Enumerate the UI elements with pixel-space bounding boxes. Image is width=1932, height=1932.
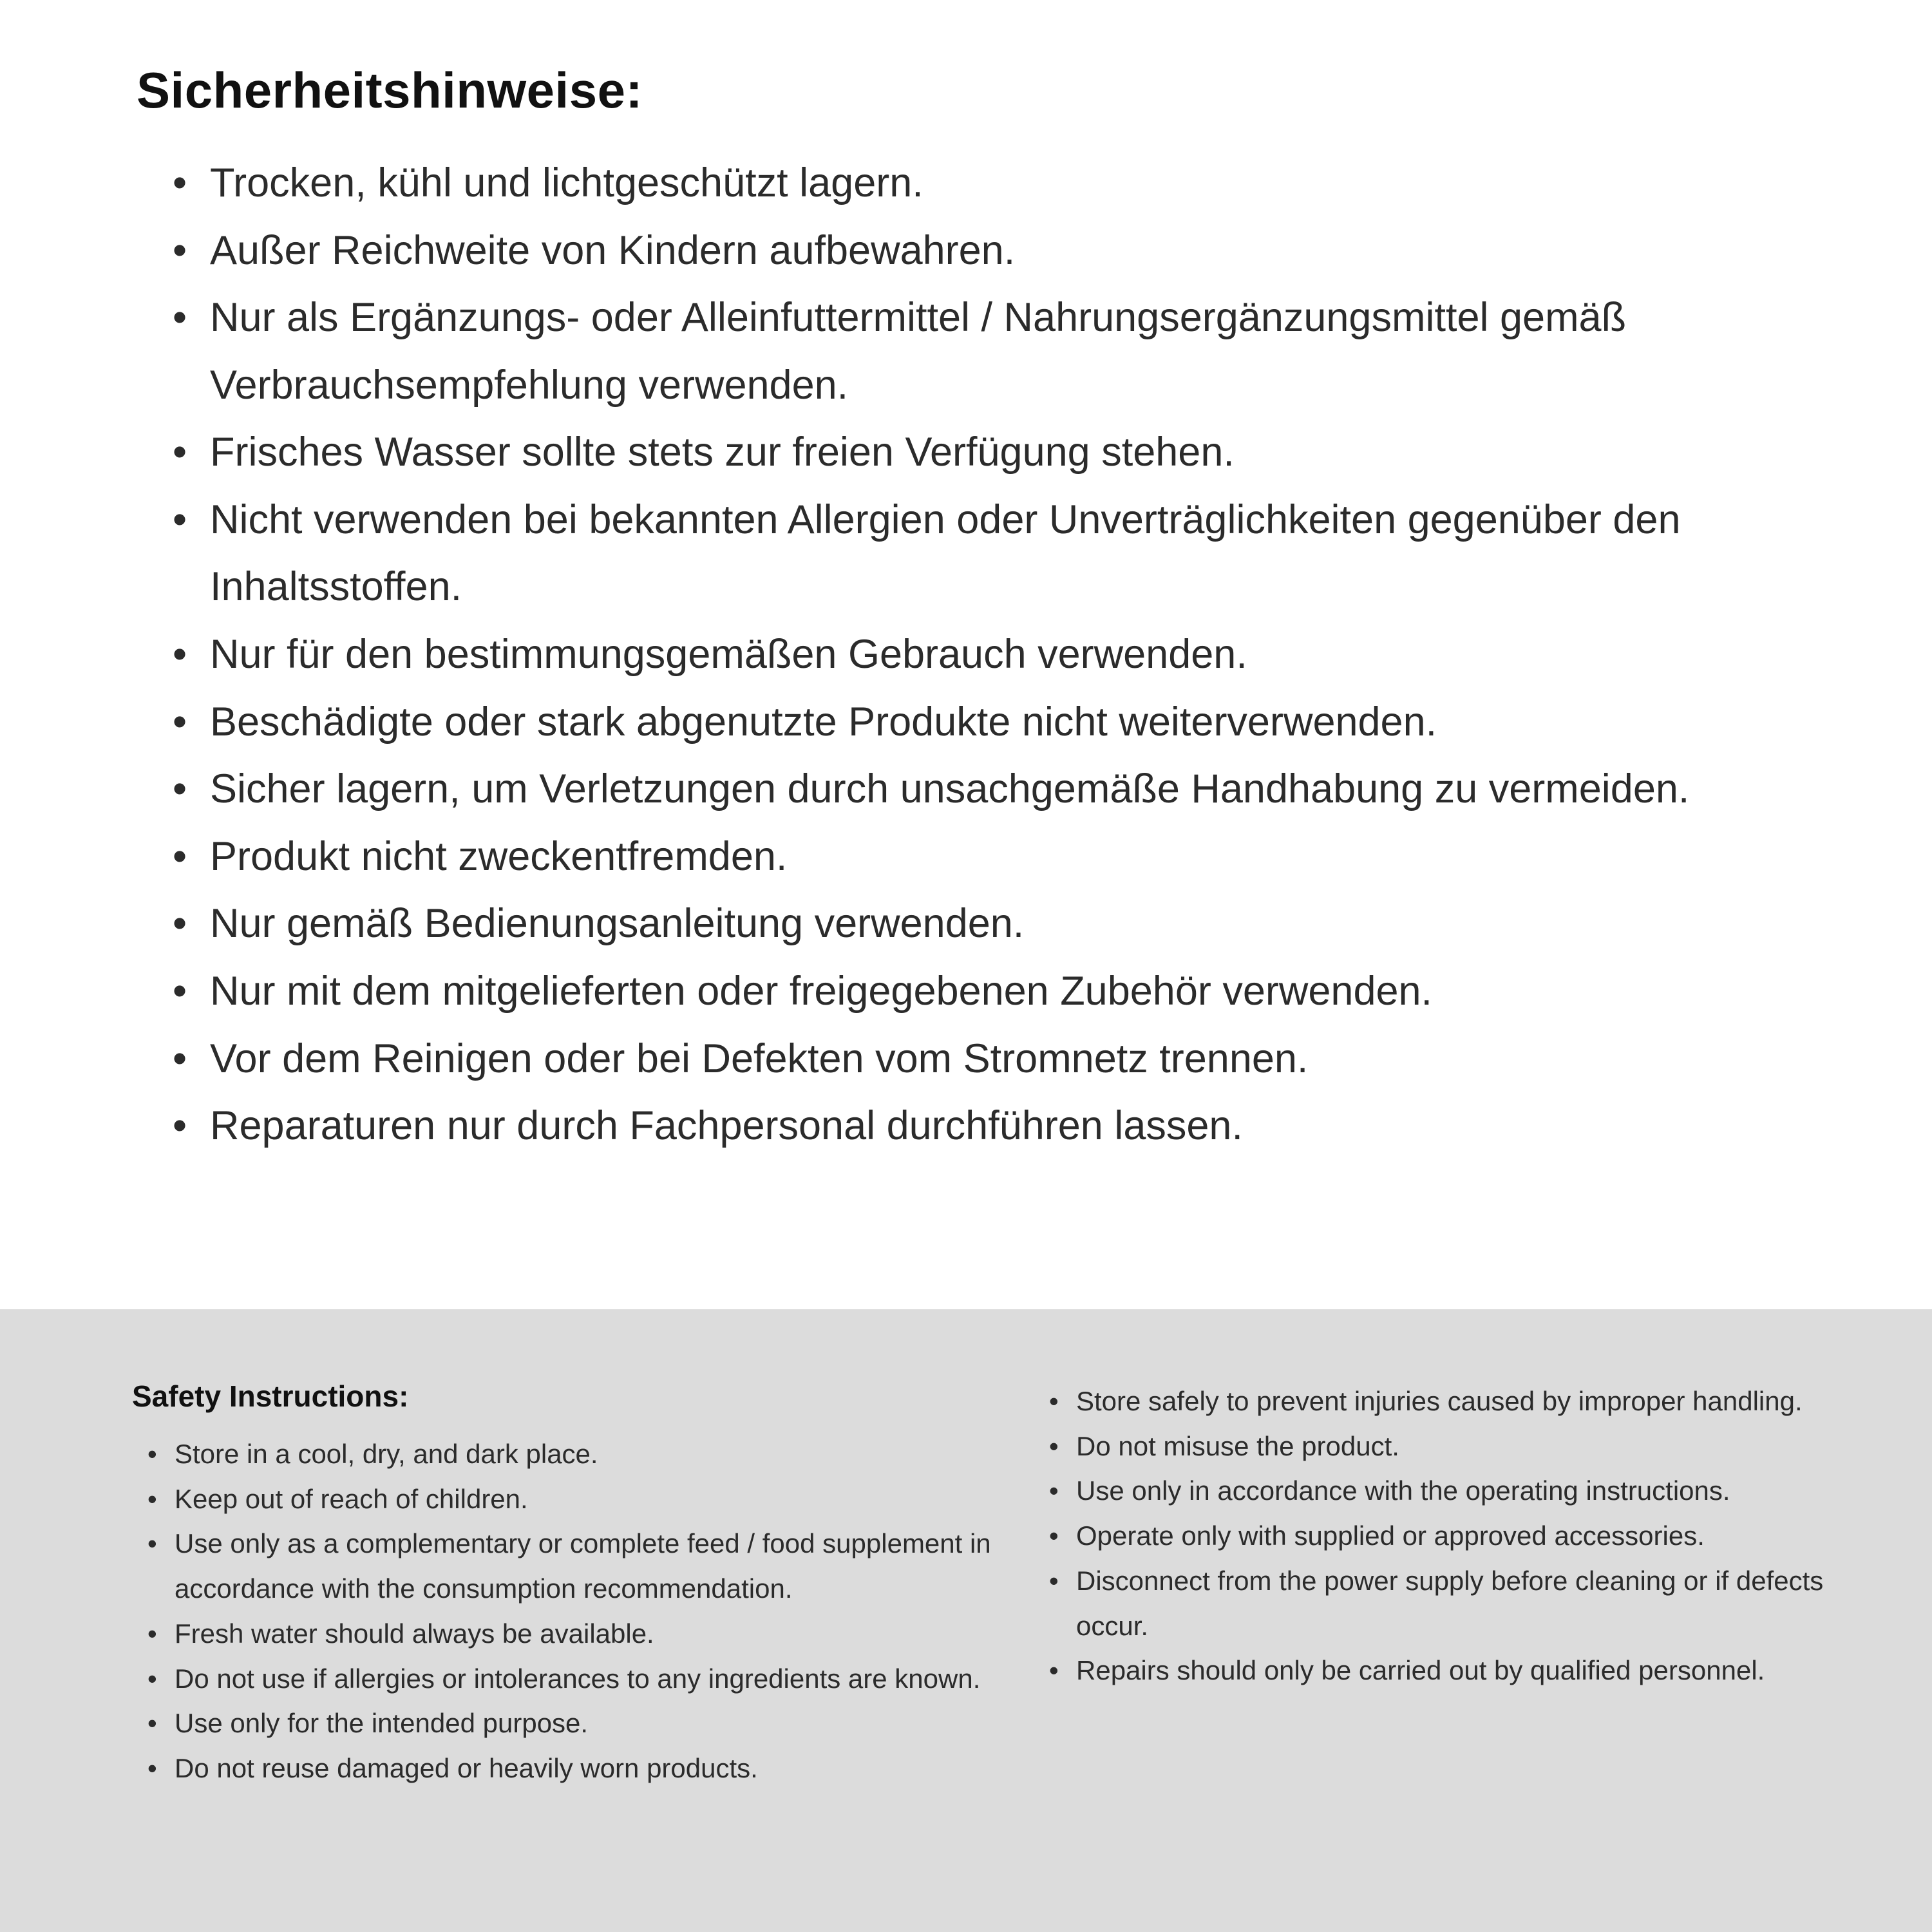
list-item: • Nur gemäß Bedienungsanleitung verwenden. [137,890,1848,958]
list-item: • Do not use if allergies or intolerances to any ingredients are known. [132,1656,995,1701]
list-item: • Fresh water should always be available. [132,1611,995,1656]
list-item: • Do not misuse the product. [1034,1424,1842,1469]
english-section-title: Safety Instructions: [132,1379,409,1413]
list-item: • Nur für den bestimmungsgemäßen Gebrauch verwenden. [137,621,1848,688]
list-item: • Use only as a complementary or complete feed / food supplement in accordance with the consumption recommendation. [132,1521,995,1611]
list-item: • Sicher lagern, um Verletzungen durch unsachgemäße Handhabung zu vermeiden. [137,755,1848,823]
english-left-column [132,1379,1034,1932]
english-right-column [1034,1379,1842,1932]
list-item: • Nicht verwenden bei bekannten Allergien oder Unverträglichkeiten gegenüber den Inhaltsstoffen. [137,486,1848,621]
list-item: • Keep out of reach of children. [132,1477,995,1522]
list-item: • Beschädigte oder stark abgenutzte Produkte nicht weiterverwenden. [137,688,1848,756]
german-section-title: Sicherheitshinweise: [137,62,643,118]
list-item: • Reparaturen nur durch Fachpersonal durchführen lassen. [137,1092,1848,1160]
list-item: • Nur mit dem mitgelieferten oder freigegebenen Zubehör verwenden. [137,958,1848,1025]
list-item: • Disconnect from the power supply before cleaning or if defects occur. [1034,1558,1842,1648]
list-item: • Operate only with supplied or approved accessories. [1034,1513,1842,1558]
list-item: • Frisches Wasser sollte stets zur freien Verfügung stehen. [137,419,1848,486]
list-item: • Nur als Ergänzungs- oder Alleinfuttermittel / Nahrungsergänzungsmittel gemäß Verbrauchsempfehlung verwenden. [137,284,1848,419]
list-item: • Trocken, kühl und lichtgeschützt lagern. [137,149,1848,217]
english-safety-list-right [1034,1379,1842,1693]
list-item: • Store in a cool, dry, and dark place. [132,1432,995,1477]
list-item: • Repairs should only be carried out by qualified personnel. [1034,1648,1842,1693]
list-item: • Use only in accordance with the operating instructions. [1034,1468,1842,1513]
english-safety-section [0,1309,1932,1932]
english-safety-list-left [132,1432,995,1791]
list-item: • Store safely to prevent injuries caused by improper handling. [1034,1379,1842,1424]
list-item: • Außer Reichweite von Kindern aufbewahren. [137,217,1848,285]
list-item: • Use only for the intended purpose. [132,1701,995,1746]
list-item: • Vor dem Reinigen oder bei Defekten vom Stromnetz trennen. [137,1025,1848,1093]
list-item: • Do not reuse damaged or heavily worn products. [132,1746,995,1791]
german-safety-list [137,149,1848,1160]
list-item: • Produkt nicht zweckentfremden. [137,823,1848,891]
